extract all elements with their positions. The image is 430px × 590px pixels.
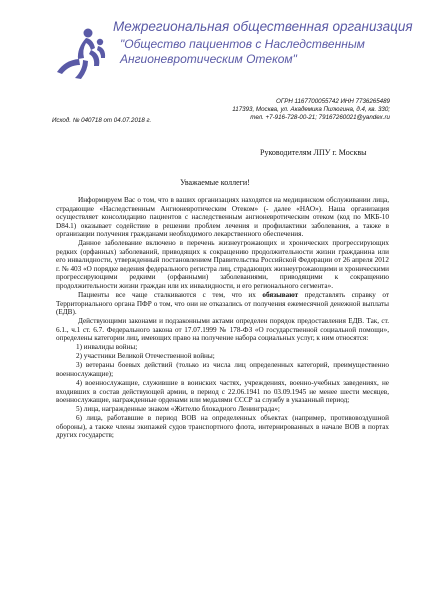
list-item: 5) лица, награжденные знаком «Жителю блокадного Ленинграда»; bbox=[76, 405, 280, 414]
organization-title: Межрегиональная общественная организация bbox=[113, 19, 413, 34]
outgoing-number: Исход. № 040718 от 04.07.2018 г. bbox=[52, 117, 152, 124]
organization-name: "Общество пациентов с Наследственным Ангионевротическим Отеком" bbox=[120, 37, 365, 66]
list-item: 2) участники Великой Отечественной войны; bbox=[76, 352, 215, 361]
paragraph: Пациенты все чаще сталкиваются с тем, что их обязывают представлять справку от Территориального органа ПФР о том, что они не отказались от получения ежемесячной денежной выплаты (ЕДВ). bbox=[56, 291, 390, 317]
list-item: 1) инвалиды войны; bbox=[76, 343, 138, 352]
list-item: 4) военнослужащие, служившие в воинских частях, учреждениях, военно-учебных заведениях, не входивших в состав действующей армии, в период с 22.06.1941 по 03.09.1945 не менее шести месяцев, военнослужащие, награжденные орденами или медалями СССР за службу в указанный период; bbox=[56, 378, 389, 405]
requisites-ogrn-inn: ОГРН 1167700055742 ИНН 7736265489 bbox=[276, 98, 390, 105]
requisites-address: 117393, Москва, ул. Академика Пилюгина, д.4, кв. 330; bbox=[232, 106, 390, 113]
organization-logo bbox=[53, 24, 113, 80]
list-item: 3) ветераны боевых действий (только из числа лиц определенных категорий, преимущественно военнослужащие); bbox=[56, 361, 389, 378]
requisites-contacts: тел. +7-916-728-00-21; 79167260021@yandex.ru bbox=[250, 114, 390, 121]
paragraph: Информируем Вас о том, что в ваших организациях находятся на медицинском обслуживании лица, страдающие «Наследственным Ангионевротическим Отеком» (- далее «НАО»). Наша организация осуществляет консолидацию пациентов с наследственным ангионевротическим отеком (код по МКБ-10 D84.1) оказывает содействие в решении проблем лечения и профилактики заболевания, а также в организации получения гражданами необходимого лекарственного обеспечения. bbox=[56, 196, 389, 239]
paragraph: Действующими законами и подзаконными актами определен порядок предоставления ЕДВ. Так, ст. 6.1., ч.1 ст. 6.7. Федерального закона от 17.07.1999 № 178-ФЗ «О государственной социальной помощи», определены категории лиц, имеющих право на получение набора социальных услуг, к ним относятся: bbox=[56, 317, 389, 343]
letter-body bbox=[56, 196, 389, 440]
emphasis: обязывают bbox=[262, 291, 299, 300]
addressee: Руководителям ЛПУ г. Москвы bbox=[260, 148, 367, 157]
list-item: 6) лица, работавшие в период ВОВ на определенных объектах (например, противовоздушной обороны), а также члены экипажей судов транспортного флота, интернированных в начале ВОВ в портах других государств; bbox=[56, 414, 389, 440]
organization-requisites bbox=[160, 98, 390, 122]
greeting: Уважаемые коллеги! bbox=[180, 178, 250, 187]
paragraph: Данное заболевание включено в перечень жизнеугрожающих и хронических прогрессирующих редких (орфанных) заболеваний, приводящих к сокращению продолжительности жизни гражданина или его инвалидности, утвержденный постановлением Правительства Российской Федерации от 26 апреля 2012 г. № 403 «О порядке ведения федерального регистра лиц, страдающих жизнеугрожающими и хроническими прогрессирующими редкими (орфанными) заболеваниями, приводящими к сокращению продолжительности жизни граждан или их инвалидности, и его регионального сегмента». bbox=[56, 239, 389, 290]
